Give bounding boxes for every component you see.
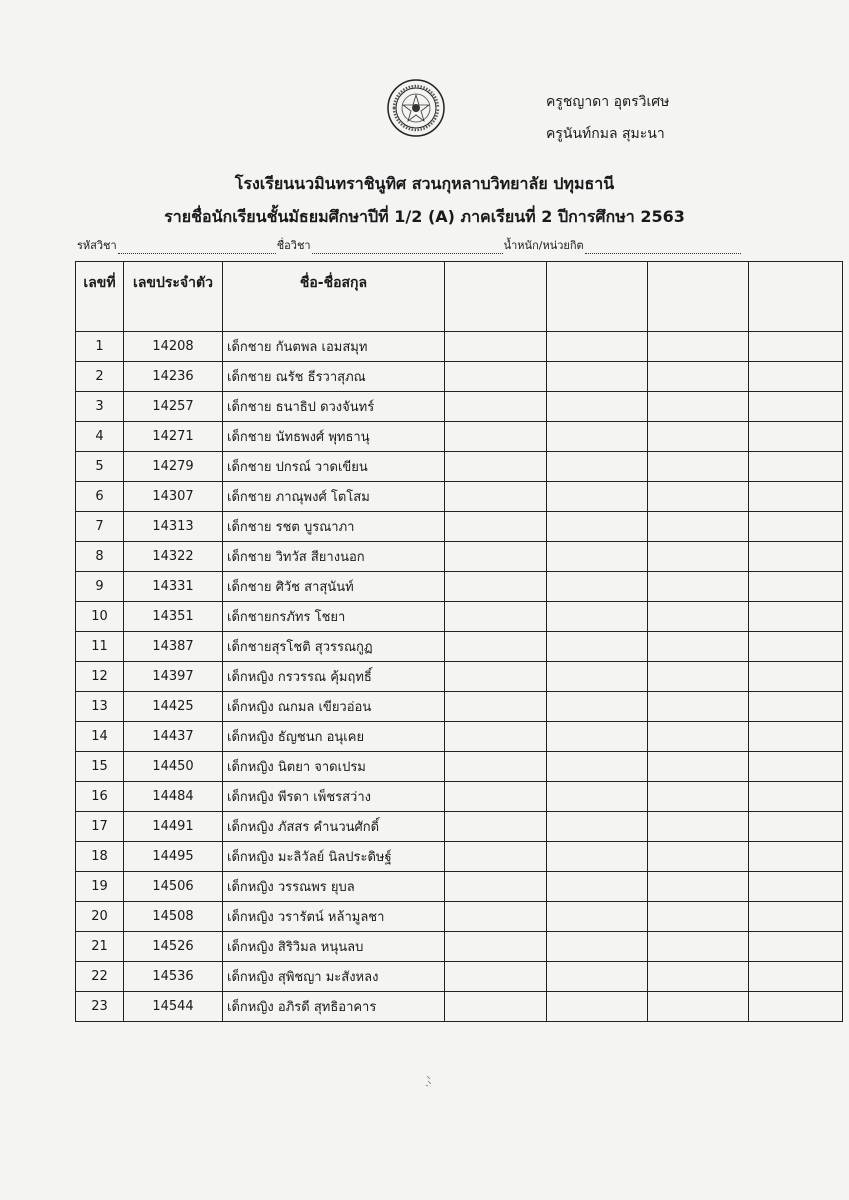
row-blank-cell [547,512,648,542]
row-student-name: เด็กหญิง มะลิวัลย์ นิลประดิษฐ์ [223,842,445,872]
table-row [76,962,843,992]
row-student-id: 14271 [124,422,223,452]
row-blank-cell [547,692,648,722]
table-row [76,482,843,512]
row-blank-cell [445,842,547,872]
row-blank-cell [445,392,547,422]
header-no: เลขที่ [76,262,124,332]
row-student-id: 14397 [124,662,223,692]
row-blank-cell [547,572,648,602]
row-blank-cell [547,422,648,452]
row-blank-cell [749,572,843,602]
row-blank-cell [749,812,843,842]
row-number: 19 [76,872,124,902]
row-blank-cell [445,932,547,962]
row-student-name: เด็กชาย ปกรณ์ วาดเขียน [223,452,445,482]
row-blank-cell [648,872,749,902]
row-blank-cell [749,782,843,812]
row-blank-cell [749,452,843,482]
row-blank-cell [445,452,547,482]
row-number: 3 [76,392,124,422]
row-student-name: เด็กหญิง วรรณพร ยุบล [223,872,445,902]
row-student-id: 14307 [124,482,223,512]
row-blank-cell [445,752,547,782]
row-student-name: เด็กหญิง วรารัตน์ หล้ามูลชา [223,902,445,932]
row-blank-cell [547,602,648,632]
row-student-id: 14491 [124,812,223,842]
row-blank-cell [648,572,749,602]
row-number: 14 [76,722,124,752]
row-blank-cell [547,872,648,902]
row-blank-cell [547,392,648,422]
row-blank-cell [648,782,749,812]
header-student-id: เลขประจำตัว [124,262,223,332]
row-student-id: 14425 [124,692,223,722]
row-blank-cell [445,332,547,362]
table-row [76,362,843,392]
table-row [76,692,843,722]
row-student-id: 14257 [124,392,223,422]
row-blank-cell [547,932,648,962]
credit-blank [585,243,741,254]
row-blank-cell [445,602,547,632]
row-number: 23 [76,992,124,1022]
table-row [76,752,843,782]
table-row [76,992,843,1022]
subject-name-label: ชื่อวิชา [276,239,311,252]
stray-pen-mark [425,1075,433,1087]
row-number: 7 [76,512,124,542]
credit-label: น้ำหนัก/หน่วยกิต [503,239,584,252]
table-row [76,722,843,752]
table-row [76,542,843,572]
student-roster-table [75,261,843,1022]
row-student-id: 14387 [124,632,223,662]
row-blank-cell [648,602,749,632]
table-row [76,602,843,632]
row-blank-cell [445,512,547,542]
row-blank-cell [547,662,648,692]
subject-info-line [77,236,742,254]
row-student-name: เด็กชาย กันตพล เอมสมุท [223,332,445,362]
header-blank-col [648,262,749,332]
row-blank-cell [749,512,843,542]
row-blank-cell [547,452,648,482]
table-row [76,872,843,902]
row-blank-cell [749,872,843,902]
row-blank-cell [749,722,843,752]
header-blank-col [445,262,547,332]
row-number: 5 [76,452,124,482]
row-number: 1 [76,332,124,362]
class-list-title: รายชื่อนักเรียนชั้นมัธยมศึกษาปีที่ 1/2 (A) ภาคเรียนที่ 2 ปีการศึกษา 2563 [164,207,685,226]
table-header-row [76,262,843,332]
row-blank-cell [445,722,547,752]
row-blank-cell [648,902,749,932]
row-number: 4 [76,422,124,452]
table-row [76,782,843,812]
row-student-id: 14279 [124,452,223,482]
table-row [76,632,843,662]
row-blank-cell [445,812,547,842]
row-student-name: เด็กชาย ภาณุพงศ์ โตโสม [223,482,445,512]
row-blank-cell [648,362,749,392]
row-blank-cell [547,722,648,752]
row-blank-cell [648,452,749,482]
row-number: 17 [76,812,124,842]
row-student-id: 14495 [124,842,223,872]
row-blank-cell [749,602,843,632]
table-row [76,392,843,422]
table-row [76,572,843,602]
row-blank-cell [648,512,749,542]
row-student-id: 14236 [124,362,223,392]
row-blank-cell [547,992,648,1022]
row-blank-cell [749,542,843,572]
row-student-name: เด็กหญิง ภัสสร คำนวนศักดิ์ [223,812,445,842]
row-student-name: เด็กชาย ณรัช ธีรวาสุภณ [223,362,445,392]
table-row [76,932,843,962]
row-number: 21 [76,932,124,962]
row-blank-cell [648,932,749,962]
table-row [76,422,843,452]
table-row [76,662,843,692]
row-number: 6 [76,482,124,512]
row-blank-cell [648,812,749,842]
row-number: 8 [76,542,124,572]
row-student-id: 14437 [124,722,223,752]
row-student-name: เด็กชายสุรโชติ สุวรรณกูฏ [223,632,445,662]
row-number: 20 [76,902,124,932]
row-blank-cell [445,662,547,692]
row-blank-cell [648,332,749,362]
row-number: 22 [76,962,124,992]
row-number: 12 [76,662,124,692]
row-blank-cell [648,392,749,422]
row-student-id: 14351 [124,602,223,632]
row-blank-cell [749,362,843,392]
row-student-id: 14331 [124,572,223,602]
teacher-names [546,86,669,150]
row-blank-cell [648,992,749,1022]
row-student-name: เด็กหญิง พีรดา เพ็ชรสว่าง [223,782,445,812]
row-blank-cell [445,542,547,572]
row-number: 18 [76,842,124,872]
row-blank-cell [648,542,749,572]
row-blank-cell [445,692,547,722]
row-student-id: 14322 [124,542,223,572]
row-student-name: เด็กชาย รชต บูรณาภา [223,512,445,542]
row-student-id: 14508 [124,902,223,932]
row-student-name: เด็กชาย ศิวัช สาสุนันท์ [223,572,445,602]
table-row [76,512,843,542]
row-blank-cell [648,662,749,692]
row-number: 11 [76,632,124,662]
row-student-name: เด็กหญิง นิตยา จาดเปรม [223,752,445,782]
row-blank-cell [547,752,648,782]
row-blank-cell [749,332,843,362]
row-student-name: เด็กหญิง สุพิชญา มะสังหลง [223,962,445,992]
teacher-name-1: ครูชญาดา อุตรวิเศษ [546,94,670,110]
row-student-name: เด็กหญิง กรวรรณ คุ้มฤทธิ์ [223,662,445,692]
row-blank-cell [749,392,843,422]
subject-code-blank [118,243,276,254]
row-blank-cell [547,332,648,362]
row-number: 13 [76,692,124,722]
row-blank-cell [749,752,843,782]
row-blank-cell [749,692,843,722]
row-blank-cell [445,632,547,662]
row-student-name: เด็กหญิง ณกมล เขียวอ่อน [223,692,445,722]
row-blank-cell [749,992,843,1022]
row-blank-cell [547,902,648,932]
row-blank-cell [547,782,648,812]
row-blank-cell [445,572,547,602]
row-blank-cell [648,632,749,662]
row-blank-cell [445,992,547,1022]
row-blank-cell [547,812,648,842]
row-blank-cell [445,422,547,452]
row-blank-cell [749,422,843,452]
row-blank-cell [445,902,547,932]
row-blank-cell [749,662,843,692]
row-student-name: เด็กชาย วิทวัส สียางนอก [223,542,445,572]
header-blank-col [547,262,648,332]
row-student-id: 14208 [124,332,223,362]
table-row [76,812,843,842]
row-blank-cell [445,362,547,392]
roster-body [76,332,843,1022]
table-row [76,332,843,362]
row-blank-cell [648,692,749,722]
table-row [76,452,843,482]
row-blank-cell [749,842,843,872]
row-blank-cell [547,962,648,992]
row-blank-cell [547,842,648,872]
row-blank-cell [445,872,547,902]
subject-code-label: รหัสวิชา [77,239,117,252]
row-student-id: 14536 [124,962,223,992]
row-blank-cell [648,842,749,872]
row-number: 9 [76,572,124,602]
row-student-id: 14450 [124,752,223,782]
row-blank-cell [648,422,749,452]
header-name: ชื่อ-ชื่อสกุล [223,262,445,332]
row-student-name: เด็กชาย นัทธพงศ์ พุทธานุ [223,422,445,452]
row-number: 16 [76,782,124,812]
row-blank-cell [445,962,547,992]
row-number: 10 [76,602,124,632]
subject-name-blank [312,243,503,254]
table-row [76,842,843,872]
row-student-id: 14484 [124,782,223,812]
row-blank-cell [547,632,648,662]
row-blank-cell [648,482,749,512]
row-blank-cell [648,962,749,992]
teacher-name-2: ครูนันท์กมล สุมะนา [546,126,665,142]
header-blank-col [749,262,843,332]
row-student-id: 14544 [124,992,223,1022]
row-blank-cell [547,362,648,392]
row-blank-cell [547,542,648,572]
row-student-name: เด็กหญิง สิริวิมล หนุนลบ [223,932,445,962]
row-student-name: เด็กชาย ธนาธิป ดวงจันทร์ [223,392,445,422]
school-seal-logo [386,78,446,138]
row-blank-cell [445,482,547,512]
row-blank-cell [648,722,749,752]
row-blank-cell [749,482,843,512]
row-blank-cell [749,962,843,992]
row-student-id: 14313 [124,512,223,542]
row-student-id: 14506 [124,872,223,902]
row-student-name: เด็กหญิง อภิรดี สุทธิอาคาร [223,992,445,1022]
row-number: 2 [76,362,124,392]
row-blank-cell [749,902,843,932]
row-student-id: 14526 [124,932,223,962]
row-blank-cell [648,752,749,782]
row-blank-cell [749,932,843,962]
row-student-name: เด็กหญิง ธัญชนก อนุเคย [223,722,445,752]
row-blank-cell [749,632,843,662]
row-number: 15 [76,752,124,782]
row-blank-cell [547,482,648,512]
row-student-name: เด็กชายกรภัทร โชยา [223,602,445,632]
table-row [76,902,843,932]
row-blank-cell [445,782,547,812]
school-name-title: โรงเรียนนวมินทราชินูทิศ สวนกุหลาบวิทยาลัย ปทุมธานี [234,174,615,193]
